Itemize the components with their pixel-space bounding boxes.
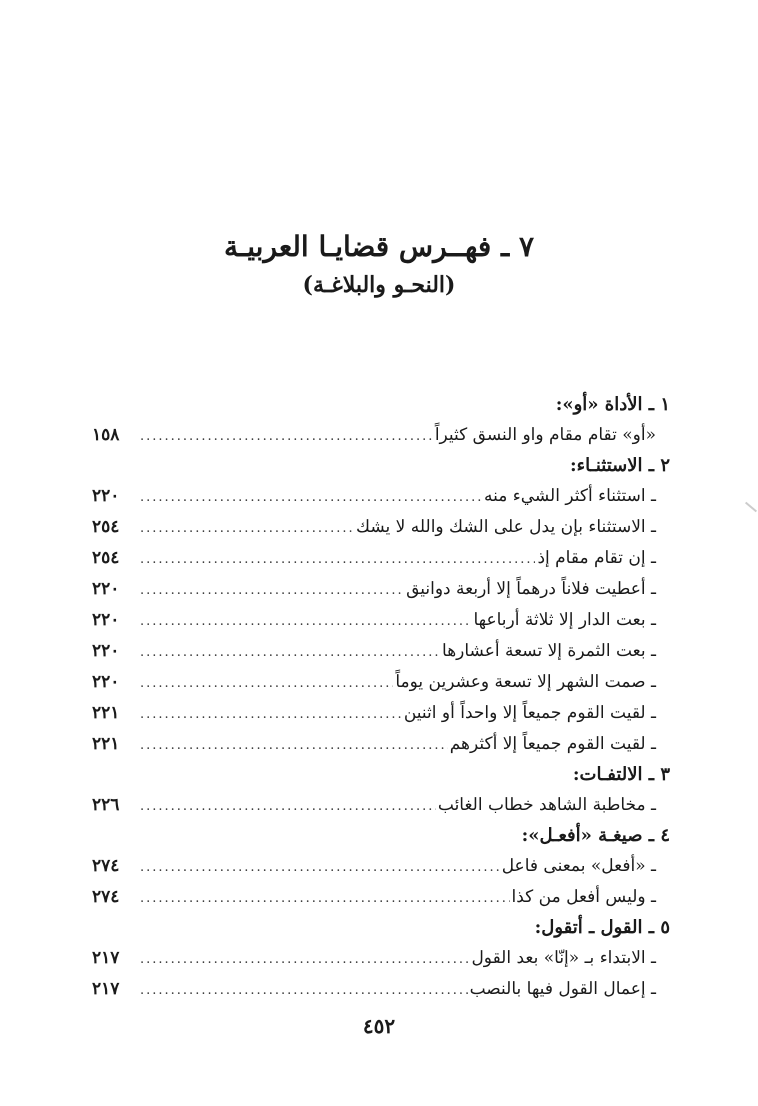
title-block [0, 228, 758, 300]
leader-dots [140, 668, 393, 699]
entry-text: ـ وليس أفعل من كذا [511, 887, 656, 907]
entry-page: ٢٧٤ [92, 887, 120, 907]
section-heading: ٤ ـ صيغـة «أفعـل»: [521, 825, 670, 846]
entry-text: ـ صمت الشهر إلا تسعة وعشرين يوماً [395, 672, 656, 692]
index-entry [92, 790, 670, 821]
entry-text: ـ الاستثناء بإن يدل على الشك والله لا يشك [356, 517, 656, 537]
entry-text: «أو» تقام مقام واو النسق كثيراً [434, 425, 656, 445]
entry-text: ـ بعت الدار إلا ثلاثة أرباعها [473, 610, 656, 630]
entry-text: ـ لقيت القوم جميعاً إلا أكثرهم [449, 734, 656, 754]
entry-text: ـ «أفعل» بمعنى فاعل [501, 856, 656, 876]
entry-text: ـ استثناء أكثر الشيء منه [483, 486, 656, 506]
index-entry [92, 943, 670, 974]
index-entry [92, 729, 670, 760]
entry-page: ٢١٧ [92, 948, 120, 968]
leader-dots [140, 699, 402, 730]
index-list [92, 390, 670, 1005]
entry-page: ٢٢٠ [92, 486, 120, 506]
entry-page: ٢١٧ [92, 979, 120, 999]
leader-dots [140, 606, 471, 637]
entry-page: ٢٧٤ [92, 856, 120, 876]
index-entry [92, 698, 670, 729]
entry-page: ٢٢٠ [92, 579, 120, 599]
entry-page: ٢٥٤ [92, 548, 120, 568]
page-title: ٧ ـ فهــرس قضايـا العربيـة [223, 230, 535, 263]
page-number: ٤٥٢ [362, 1014, 396, 1038]
entry-text: ـ إعمال القول فيها بالنصب [469, 979, 656, 999]
entry-page: ٢٢٠ [92, 610, 120, 630]
entry-page: ٢٢١ [92, 703, 120, 723]
index-entry [92, 974, 670, 1005]
entry-text: ـ مخاطبة الشاهد خطاب الغائب [437, 795, 656, 815]
entry-text: ـ أعطيت فلاناً درهماً إلا أربعة دوانيق [406, 579, 656, 599]
index-entry [92, 636, 670, 667]
leader-dots [140, 730, 448, 761]
section-heading: ١ ـ الأداة «أو»: [555, 394, 670, 415]
index-entry [92, 882, 670, 913]
leader-dots [140, 791, 436, 822]
scan-artifact [745, 502, 757, 513]
leader-dots [140, 421, 433, 452]
index-entry [92, 420, 670, 451]
leader-dots [140, 513, 354, 544]
entry-text: ـ بعت الثمرة إلا تسعة أعشارها [442, 641, 656, 661]
index-entry [92, 574, 670, 605]
leader-dots [140, 482, 482, 513]
entry-page: ٢٢١ [92, 734, 120, 754]
section-heading: ٢ ـ الاستثنـاء: [570, 455, 670, 476]
index-entry [92, 543, 670, 574]
entry-page: ٢٢٠ [92, 641, 120, 661]
page-subtitle: (النحـو والبلاغـة) [302, 272, 456, 298]
entry-page: ٢٢٦ [92, 795, 120, 815]
index-entry [92, 851, 670, 882]
index-entry [92, 605, 670, 636]
leader-dots [140, 852, 500, 883]
leader-dots [140, 637, 440, 668]
entry-text: ـ إن تقام مقام إذ [537, 548, 656, 568]
section-heading: ٥ ـ القول ـ أتقول: [534, 917, 670, 938]
entry-page: ٢٥٤ [92, 517, 120, 537]
entry-text: ـ الابتداء بـ «إنّا» بعد القول [471, 948, 656, 968]
leader-dots [140, 544, 535, 575]
index-entry [92, 512, 670, 543]
leader-dots [140, 575, 404, 606]
leader-dots [140, 975, 468, 1006]
entry-page: ١٥٨ [92, 425, 120, 445]
leader-dots [140, 883, 510, 914]
index-entry [92, 481, 670, 512]
index-entry [92, 667, 670, 698]
entry-text: ـ لقيت القوم جميعاً إلا واحداً أو اثنين [403, 703, 656, 723]
leader-dots [140, 944, 469, 975]
entry-page: ٢٢٠ [92, 672, 120, 692]
section-heading: ٣ ـ الالتفـات: [572, 764, 670, 785]
